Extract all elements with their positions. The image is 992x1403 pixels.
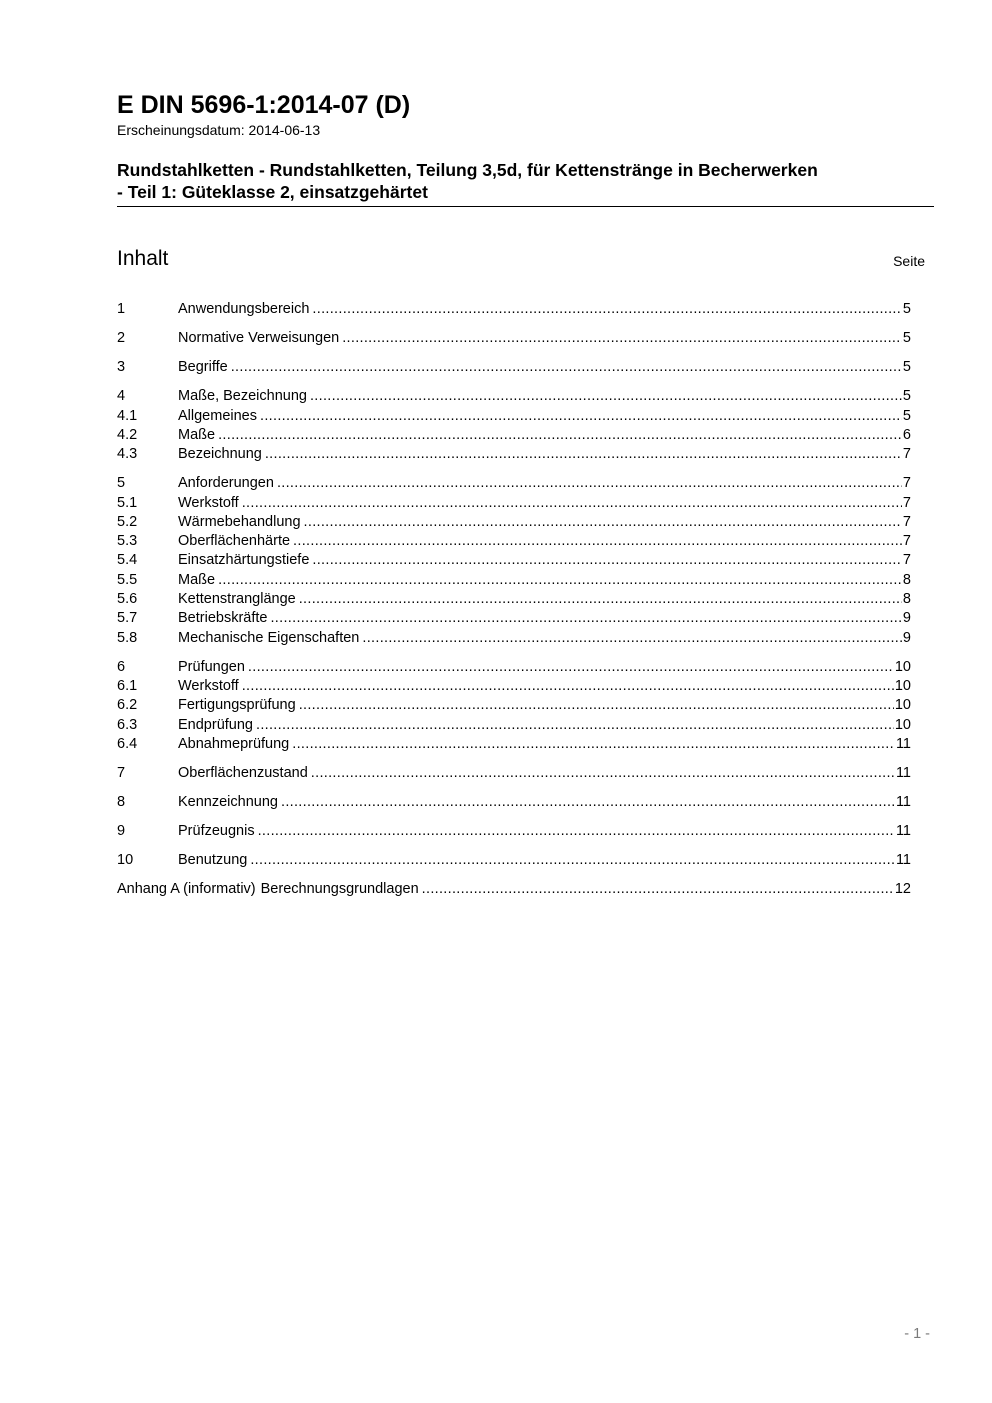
toc-entry-number: 5.2 (117, 513, 138, 530)
toc-entry-number: 1 (117, 301, 126, 317)
toc-entry-title: Benutzung (178, 852, 248, 869)
toc-entry-number: Anhang A (informativ) (117, 881, 256, 898)
toc-entry-number: 10 (117, 852, 134, 869)
toc-entry-title: Begriffe (178, 359, 228, 376)
toc-entry[interactable] (117, 532, 911, 551)
toc-entry-page: 6 (902, 426, 911, 443)
toc-entry[interactable] (117, 851, 911, 870)
toc-entry-page: 11 (895, 735, 911, 752)
toc-dot-leader (265, 445, 902, 464)
toc-entry-number: 6.3 (117, 716, 138, 733)
toc-entry[interactable] (117, 474, 911, 493)
toc-entry[interactable] (117, 329, 911, 348)
toc-entry[interactable] (117, 513, 911, 532)
toc-entry-number: 3 (117, 359, 126, 376)
toc-entry-page: 10 (894, 678, 911, 695)
toc-entry[interactable] (117, 677, 911, 696)
toc-entry[interactable] (117, 793, 911, 812)
toc-entry[interactable] (117, 658, 911, 677)
toc-entry-number: 2 (117, 330, 126, 347)
toc-entry-page: 9 (902, 610, 911, 627)
toc-entry[interactable] (117, 764, 911, 783)
toc-dot-leader (242, 677, 894, 696)
toc-entry-page: 5 (902, 359, 911, 376)
toc-dot-leader (422, 880, 894, 899)
toc-entry-title: Werkstoff (178, 678, 239, 695)
toc-entry-page: 7 (902, 533, 911, 550)
toc-entry[interactable] (117, 590, 911, 609)
toc-dot-leader (311, 764, 895, 783)
toc-entry-page: 8 (902, 571, 911, 588)
toc-entry-page: 5 (902, 407, 911, 424)
toc-entry-number: 5.5 (117, 571, 138, 588)
toc-entry-number: 6 (117, 658, 126, 675)
toc-dot-leader (260, 407, 902, 426)
toc-entry-number: 6.2 (117, 697, 138, 714)
toc-entry[interactable] (117, 300, 911, 319)
toc-entry[interactable] (117, 571, 911, 590)
toc-entry-number: 6.4 (117, 735, 138, 752)
toc-dot-leader (277, 474, 902, 493)
toc-dot-leader (362, 629, 902, 648)
toc-dot-leader (299, 590, 902, 609)
toc-entry-title: Betriebskräfte (178, 610, 268, 627)
toc-entry-title: Prüfungen (178, 658, 245, 675)
toc-entry-title: Anforderungen (178, 475, 274, 492)
toc-entry-page: 11 (895, 852, 911, 869)
toc-entry-number: 7 (117, 765, 126, 782)
toc-entry-number: 5.4 (117, 552, 138, 569)
toc-dot-leader (312, 551, 902, 570)
toc-entry-page: 12 (894, 881, 911, 898)
toc-entry-title: Normative Verweisungen (178, 330, 340, 347)
toc-entry-page: 7 (902, 475, 911, 492)
toc-entry-page: 7 (902, 513, 911, 530)
toc-entry-title: Prüfzeugnis (178, 823, 255, 840)
toc-entry-page: 10 (894, 697, 911, 714)
toc-entry-page: 9 (902, 629, 911, 646)
toc-entry-number: 6.1 (117, 678, 138, 695)
publication-date: Erscheinungsdatum: 2014-06-13 (117, 122, 321, 138)
toc-dot-leader (270, 609, 901, 628)
toc-entry[interactable] (117, 880, 911, 899)
subtitle-line-2: - Teil 1: Güteklasse 2, einsatzgehärtet (117, 182, 428, 202)
toc-entry-number: 8 (117, 794, 126, 811)
toc-dot-leader (231, 358, 902, 377)
toc-entry-number: 5.6 (117, 591, 138, 608)
toc-entry[interactable] (117, 494, 911, 513)
toc-entry-title: Bezeichnung (178, 446, 262, 463)
toc-dot-leader (292, 735, 895, 754)
document-title: E DIN 5696-1:2014-07 (D) (117, 91, 411, 119)
toc-entry-title: Mechanische Eigenschaften (178, 629, 360, 646)
toc-entry-number: 5.1 (117, 494, 138, 511)
toc-dot-leader (310, 387, 902, 406)
toc-dot-leader (250, 851, 895, 870)
toc-entry-title: Wärmebehandlung (178, 513, 301, 530)
toc-entry-number: 4.2 (117, 426, 138, 443)
toc-entry-title: Einsatzhärtungstiefe (178, 552, 310, 569)
toc-dot-leader (293, 532, 902, 551)
table-of-contents (117, 300, 911, 900)
toc-entry-number: 5.8 (117, 629, 138, 646)
toc-entry-page: 7 (902, 552, 911, 569)
toc-dot-leader (218, 571, 902, 590)
toc-entry-title: Anwendungsbereich (178, 301, 310, 317)
toc-entry-page: 7 (902, 446, 911, 463)
toc-dot-leader (281, 793, 895, 812)
toc-dot-leader (242, 494, 902, 513)
toc-page-column-heading: Seite (893, 253, 925, 269)
toc-entry[interactable] (117, 609, 911, 628)
toc-entry[interactable] (117, 696, 911, 715)
toc-entry-title: Maße (178, 426, 216, 443)
toc-entry-title: Fertigungsprüfung (178, 697, 296, 714)
toc-dot-leader (248, 658, 894, 677)
toc-entry-title: Endprüfung (178, 716, 253, 733)
subtitle-line-1: Rundstahlketten - Rundstahlketten, Teilung 3,5d, für Kettenstränge in Becherwerken (117, 160, 818, 180)
toc-entry[interactable] (117, 387, 911, 406)
toc-entry-page: 10 (894, 716, 911, 733)
toc-entry-page: 11 (895, 794, 911, 811)
toc-entry[interactable] (117, 358, 911, 377)
toc-entry-title: Kennzeichnung (178, 794, 278, 811)
toc-entry-number: 5 (117, 475, 126, 492)
toc-entry-title: Oberflächenzustand (178, 765, 308, 782)
toc-entry[interactable] (117, 445, 911, 464)
toc-entry-title: Maße, Bezeichnung (178, 388, 307, 405)
toc-entry[interactable] (117, 407, 911, 426)
toc-dot-leader (256, 716, 894, 735)
toc-entry-number: 9 (117, 823, 126, 840)
toc-entry[interactable] (117, 735, 911, 754)
toc-entry-title: Werkstoff (178, 494, 239, 511)
toc-entry-title: Kettenstranglänge (178, 591, 296, 608)
toc-entry-page: 10 (894, 658, 911, 675)
toc-dot-leader (258, 822, 895, 841)
toc-entry-page: 11 (895, 823, 911, 840)
toc-entry-number: 4 (117, 388, 126, 405)
toc-entry-title: Maße (178, 571, 216, 588)
toc-entry-page: 5 (902, 388, 911, 405)
header-divider (117, 206, 934, 207)
toc-entry[interactable] (117, 716, 911, 735)
toc-entry[interactable] (117, 629, 911, 648)
toc-entry-number: 5.3 (117, 533, 138, 550)
toc-heading: Inhalt (117, 247, 169, 270)
toc-entry-number: 4.3 (117, 446, 138, 463)
toc-entry-page: 8 (902, 591, 911, 608)
toc-dot-leader (299, 696, 894, 715)
toc-dot-leader (342, 329, 902, 348)
document-subtitle (117, 159, 937, 203)
toc-entry-number: 5.7 (117, 610, 138, 627)
toc-entry-title: Oberflächenhärte (178, 533, 291, 550)
toc-entry-title: Berechnungsgrundlagen (260, 881, 419, 898)
toc-entry-page: 11 (895, 765, 911, 782)
toc-entry[interactable] (117, 551, 911, 570)
toc-entry-number: 4.1 (117, 407, 138, 424)
toc-entry[interactable] (117, 822, 911, 841)
toc-entry-page: 5 (902, 330, 911, 347)
toc-entry[interactable] (117, 426, 911, 445)
toc-dot-leader (304, 513, 902, 532)
toc-dot-leader (218, 426, 902, 445)
page-number: - 1 - (904, 1326, 930, 1342)
toc-entry-page: 7 (902, 494, 911, 511)
toc-entry-title: Abnahmeprüfung (178, 735, 290, 752)
toc-entry-title: Allgemeines (178, 407, 257, 424)
toc-entry-page: 5 (902, 301, 911, 317)
toc-dot-leader (312, 300, 902, 319)
